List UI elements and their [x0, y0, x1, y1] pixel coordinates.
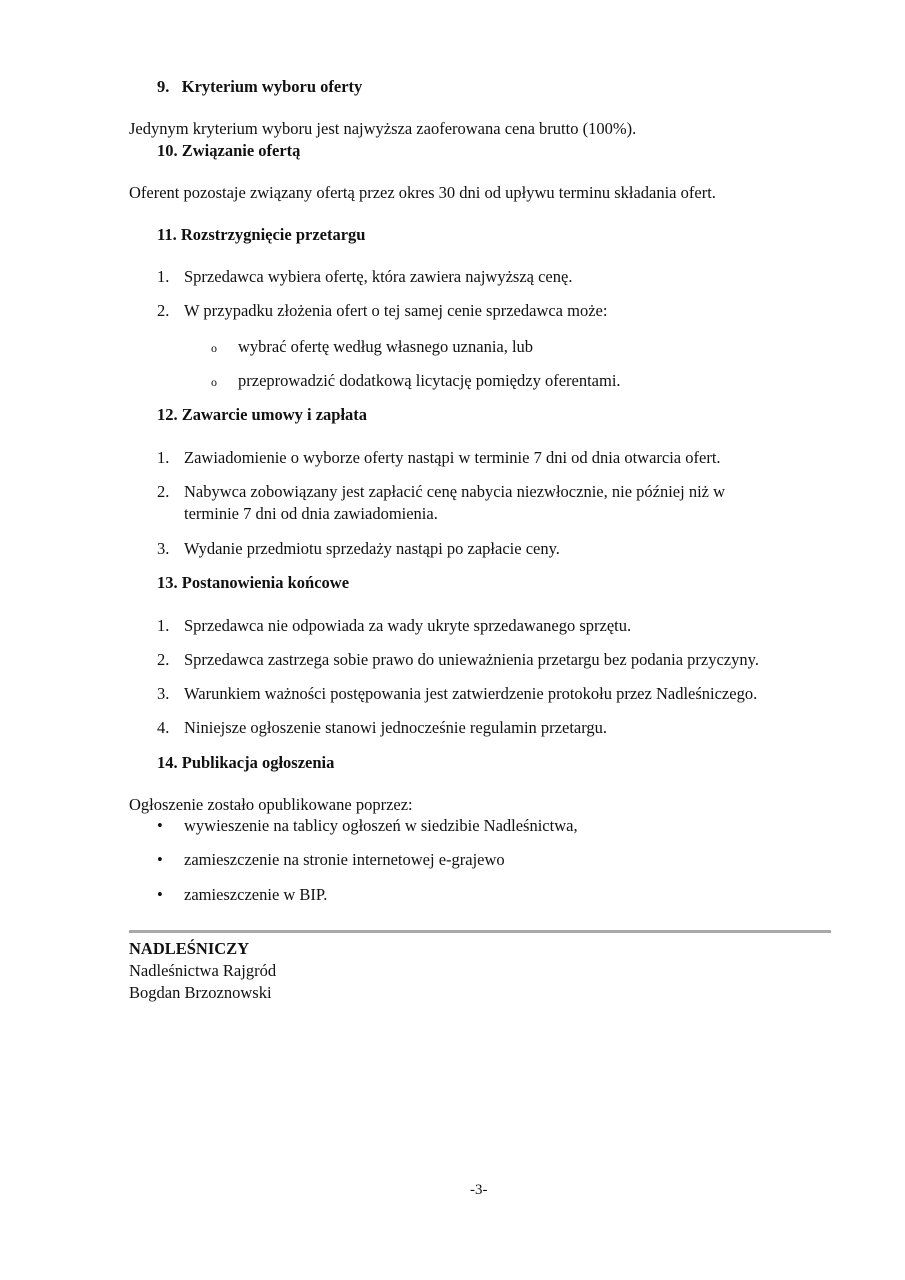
list-marker: 2.: [157, 650, 170, 669]
section-11-heading: [157, 225, 365, 245]
signature-unit: Nadleśnictwa Rajgród: [129, 961, 277, 980]
list-item: [157, 267, 572, 287]
signature-name: Bogdan Brzoznowski: [129, 983, 272, 1002]
section-title: Rozstrzygnięcie przetargu: [180, 225, 366, 244]
section-title: Związanie ofertą: [181, 141, 301, 160]
section-number: 11.: [157, 225, 177, 244]
section-number: 10.: [157, 141, 178, 160]
section-10-heading: [157, 141, 300, 161]
sub-list-item: [211, 371, 621, 391]
section-13-heading: [157, 573, 349, 593]
section-number: 13.: [157, 573, 178, 592]
list-text: Sprzedawca wybiera ofertę, która zawiera najwyższą cenę.: [184, 267, 573, 286]
section-title: Postanowienia końcowe: [181, 573, 350, 592]
list-text: zamieszczenie na stronie internetowej e-grajewo: [184, 850, 505, 869]
bullet-item: [157, 885, 327, 905]
list-marker: 1.: [157, 616, 170, 635]
section-14-heading: [157, 753, 334, 773]
list-text: Wydanie przedmiotu sprzedaży nastąpi po zapłacie ceny.: [184, 539, 560, 558]
sub-list-item: [211, 337, 533, 357]
section-10-text: Oferent pozostaje związany ofertą przez okres 30 dni od upływu terminu składania ofert.: [129, 183, 716, 202]
list-text: Nabywca zobowiązany jest zapłacić cenę nabycia niezwłocznie, nie później niż w: [184, 482, 726, 501]
list-item: [157, 650, 759, 670]
bullet-icon: •: [157, 850, 163, 869]
list-item: [157, 482, 725, 502]
list-marker: 1.: [157, 267, 170, 286]
list-item: [157, 718, 607, 738]
circle-bullet-icon: o: [211, 341, 217, 355]
list-text-continuation: terminie 7 dni od dnia zawiadomienia.: [184, 504, 438, 523]
list-text: W przypadku złożenia ofert o tej samej cenie sprzedawca może:: [184, 301, 608, 320]
list-item: [157, 301, 607, 321]
section-number: 12.: [157, 405, 178, 424]
list-text: zamieszczenie w BIP.: [184, 885, 328, 904]
list-item: [157, 616, 631, 636]
list-marker: 4.: [157, 718, 170, 737]
section-number: 9.: [157, 77, 170, 96]
section-title: Kryterium wyboru oferty: [181, 77, 363, 96]
list-text: przeprowadzić dodatkową licytację pomiędzy oferentami.: [238, 371, 621, 390]
list-item: [157, 684, 757, 704]
list-marker: 3.: [157, 539, 170, 558]
section-9-text: Jedynym kryterium wyboru jest najwyższa zaoferowana cena brutto (100%).: [129, 119, 637, 138]
list-marker: 3.: [157, 684, 170, 703]
list-text: Warunkiem ważności postępowania jest zatwierdzenie protokołu przez Nadleśniczego.: [184, 684, 758, 703]
section-number: 14.: [157, 753, 178, 772]
list-marker: 2.: [157, 301, 170, 320]
bullet-item: [157, 816, 578, 836]
bullet-item: [157, 850, 505, 870]
signature-title: NADLEŚNICZY: [129, 939, 250, 958]
list-text: Sprzedawca zastrzega sobie prawo do unieważnienia przetargu bez podania przyczyny.: [184, 650, 759, 669]
list-marker: 2.: [157, 482, 170, 501]
section-title: Publikacja ogłoszenia: [181, 753, 335, 772]
section-9-heading: [157, 77, 362, 97]
list-text: Zawiadomienie o wyborze oferty nastąpi w terminie 7 dni od dnia otwarcia ofert.: [184, 448, 721, 467]
list-item: [157, 539, 560, 559]
bullet-icon: •: [157, 816, 163, 835]
circle-bullet-icon: o: [211, 375, 217, 389]
section-14-intro: Ogłoszenie zostało opublikowane poprzez:: [129, 795, 413, 814]
horizontal-rule: [129, 930, 831, 933]
list-marker: 1.: [157, 448, 170, 467]
section-title: Zawarcie umowy i zapłata: [181, 405, 368, 424]
list-text: wywieszenie na tablicy ogłoszeń w siedzibie Nadleśnictwa,: [184, 816, 578, 835]
section-12-heading: [157, 405, 367, 425]
list-item: [157, 448, 721, 468]
page-number: -3-: [470, 1182, 488, 1198]
list-text: Niniejsze ogłoszenie stanowi jednocześnie regulamin przetargu.: [184, 718, 608, 737]
list-text: wybrać ofertę według własnego uznania, lub: [238, 337, 534, 356]
bullet-icon: •: [157, 885, 163, 904]
list-text: Sprzedawca nie odpowiada za wady ukryte sprzedawanego sprzętu.: [184, 616, 632, 635]
